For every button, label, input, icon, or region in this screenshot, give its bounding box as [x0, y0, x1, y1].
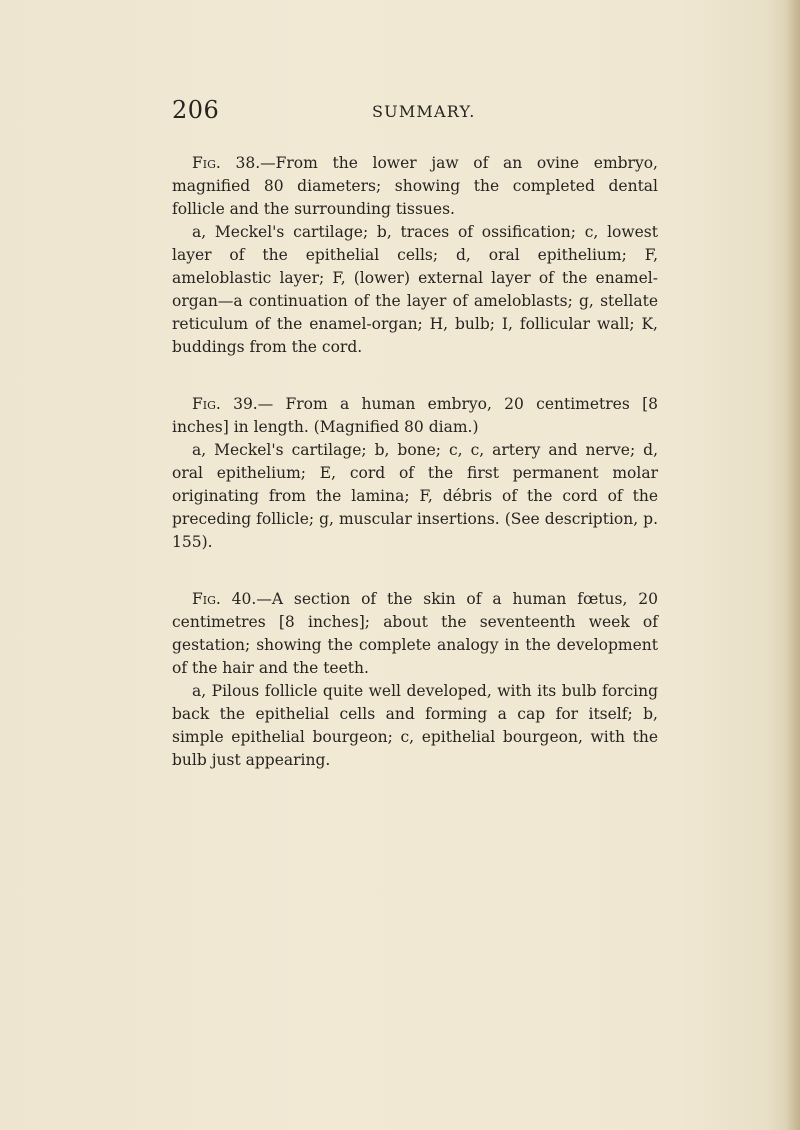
caption-legend: a, Meckel's cartilage; b, traces of ossification; c, lowest layer of the epithelial cells; d, oral epithelium; F, ameloblastic layer; F, (lower) external layer of the enamel-organ—a continuation of the layer of ameloblasts; g, stellate reticulum of the enamel-organ; H, bulb; I, follicular wall; K, buddings from the cord. — [172, 223, 658, 356]
description-text: — From a human embryo, 20 centimetres [8 inches] in length. (Magnified 80 diam.) — [172, 395, 658, 436]
description-text: —A section of the skin of a human fœtus, 20 centimetres [8 inches]; about the seventeenth week of gestation; showing the complete analogy in the development of the hair and the teeth. — [172, 590, 658, 677]
running-head: SUMMARY. — [372, 102, 476, 121]
figure-caption-38 — [172, 152, 658, 359]
page-header — [172, 96, 632, 130]
figure-label: Fig. 38. — [192, 154, 261, 172]
figure-label: Fig. 39. — [192, 395, 258, 413]
caption-description — [172, 393, 658, 439]
caption-legend: a, Meckel's cartilage; b, bone; c, c, artery and nerve; d, oral epithelium; E, cord of the first permanent molar originating from the lamina; F, débris of the cord of the preceding follicle; g, muscular insertions. (See description, p. 155). — [172, 441, 658, 551]
figure-label: Fig. 40. — [192, 590, 257, 608]
captions-section — [172, 152, 658, 806]
page-number: 206 — [172, 96, 220, 124]
caption-description — [172, 588, 658, 680]
caption-description — [172, 152, 658, 221]
page-edge-shadow — [786, 0, 800, 1130]
figure-caption-39 — [172, 393, 658, 554]
description-text: —From the lower jaw of an ovine embryo, magnified 80 diameters; showing the completed dental follicle and the surrounding tissues. — [172, 154, 658, 218]
figure-caption-40 — [172, 588, 658, 772]
caption-legend: a, Pilous follicle quite well developed, with its bulb forcing back the epithelial cells and forming a cap for itself; b, simple epithelial bourgeon; c, epithelial bourgeon, with the bulb just appearing. — [172, 682, 658, 769]
